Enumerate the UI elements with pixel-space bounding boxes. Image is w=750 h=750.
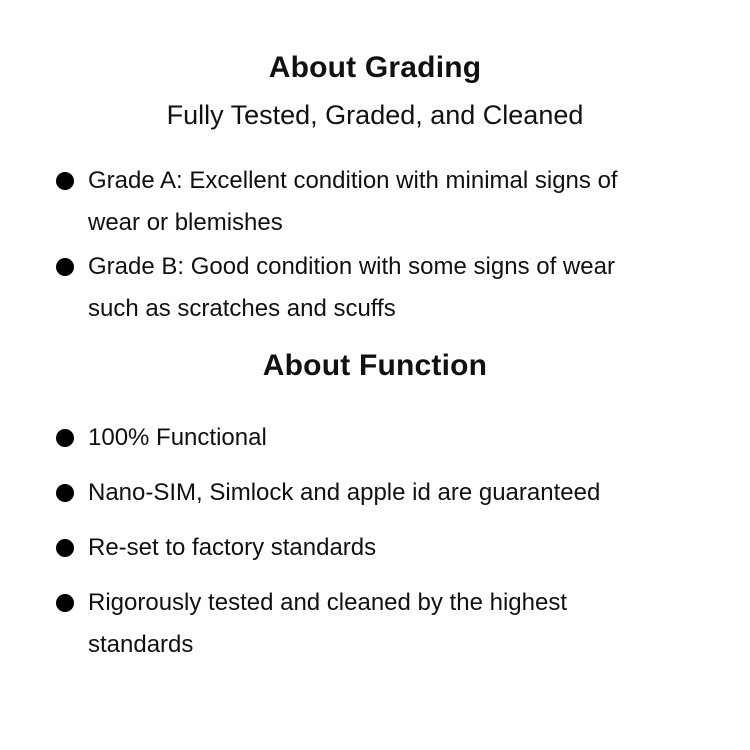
product-description-panel <box>0 49 750 666</box>
bullet-icon <box>56 539 74 557</box>
list-item <box>56 160 750 244</box>
bullet-icon <box>56 594 74 612</box>
function-section-title: About Function <box>262 349 488 382</box>
grading-section <box>0 49 750 330</box>
function-section <box>0 347 750 666</box>
list-item-text: Re-set to factory standards <box>88 534 377 561</box>
list-item-text: 100% Functional <box>88 424 267 451</box>
list-item-text: Rigorously tested and cleaned by the highest standards <box>88 589 567 658</box>
grading-section-title: About Grading <box>268 51 482 84</box>
function-list <box>0 417 750 666</box>
list-item <box>56 472 750 514</box>
list-item-text: Grade A: Excellent condition with minimal signs of wear or blemishes <box>88 167 618 236</box>
bullet-icon <box>56 258 74 276</box>
bullet-icon <box>56 172 74 190</box>
list-item <box>56 246 750 330</box>
grading-list <box>0 160 750 330</box>
bullet-icon <box>56 484 74 502</box>
list-item-text: Nano-SIM, Simlock and apple id are guaranteed <box>88 479 601 506</box>
grading-section-subtitle: Fully Tested, Graded, and Cleaned <box>166 100 584 130</box>
list-item <box>56 417 750 459</box>
list-item <box>56 582 750 666</box>
list-item-text: Grade B: Good condition with some signs of wear such as scratches and scuffs <box>88 253 615 322</box>
bullet-icon <box>56 429 74 447</box>
list-item <box>56 527 750 569</box>
